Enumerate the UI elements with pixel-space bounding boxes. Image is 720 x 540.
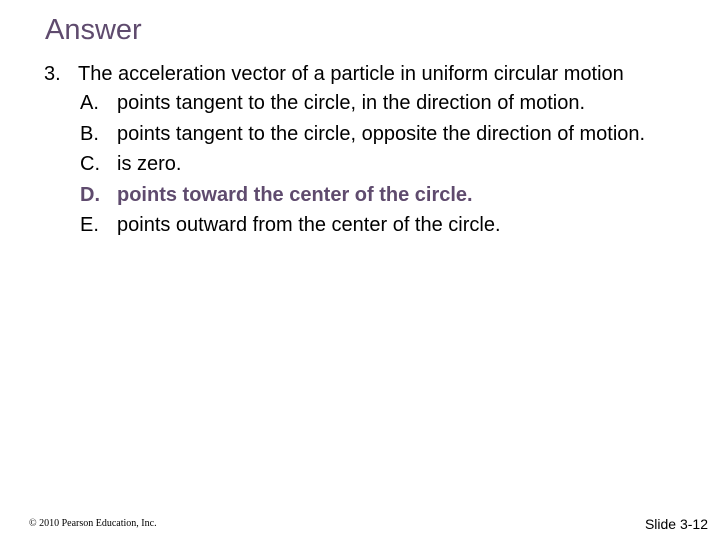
choice-letter: A. [80,92,99,114]
slide-title: Answer [45,14,142,46]
choice-text: points outward from the center of the circle. [117,214,501,236]
choice-text: is zero. [117,153,182,175]
choice-letter: D. [80,183,100,206]
question [44,61,624,87]
slide-number: Slide 3-12 [644,516,708,532]
answer-choices [80,88,645,241]
choice-letter: E. [80,214,99,236]
choice-letter: C. [80,153,100,175]
copyright-notice: © 2010 Pearson Education, Inc. [29,518,157,529]
choice-a [80,88,645,119]
choice-e [80,210,645,241]
question-text: The acceleration vector of a particle in uniform circular motion [78,63,624,85]
choice-text: points toward the center of the circle. [117,183,473,206]
choice-d-correct [80,180,645,211]
choice-letter: B. [80,122,99,145]
choice-text: points tangent to the circle, opposite the direction of motion. [117,122,646,145]
choice-text: points tangent to the circle, in the direction of motion. [117,92,586,114]
question-number: 3. [44,63,61,85]
choice-b [80,119,645,150]
choice-c [80,149,645,180]
